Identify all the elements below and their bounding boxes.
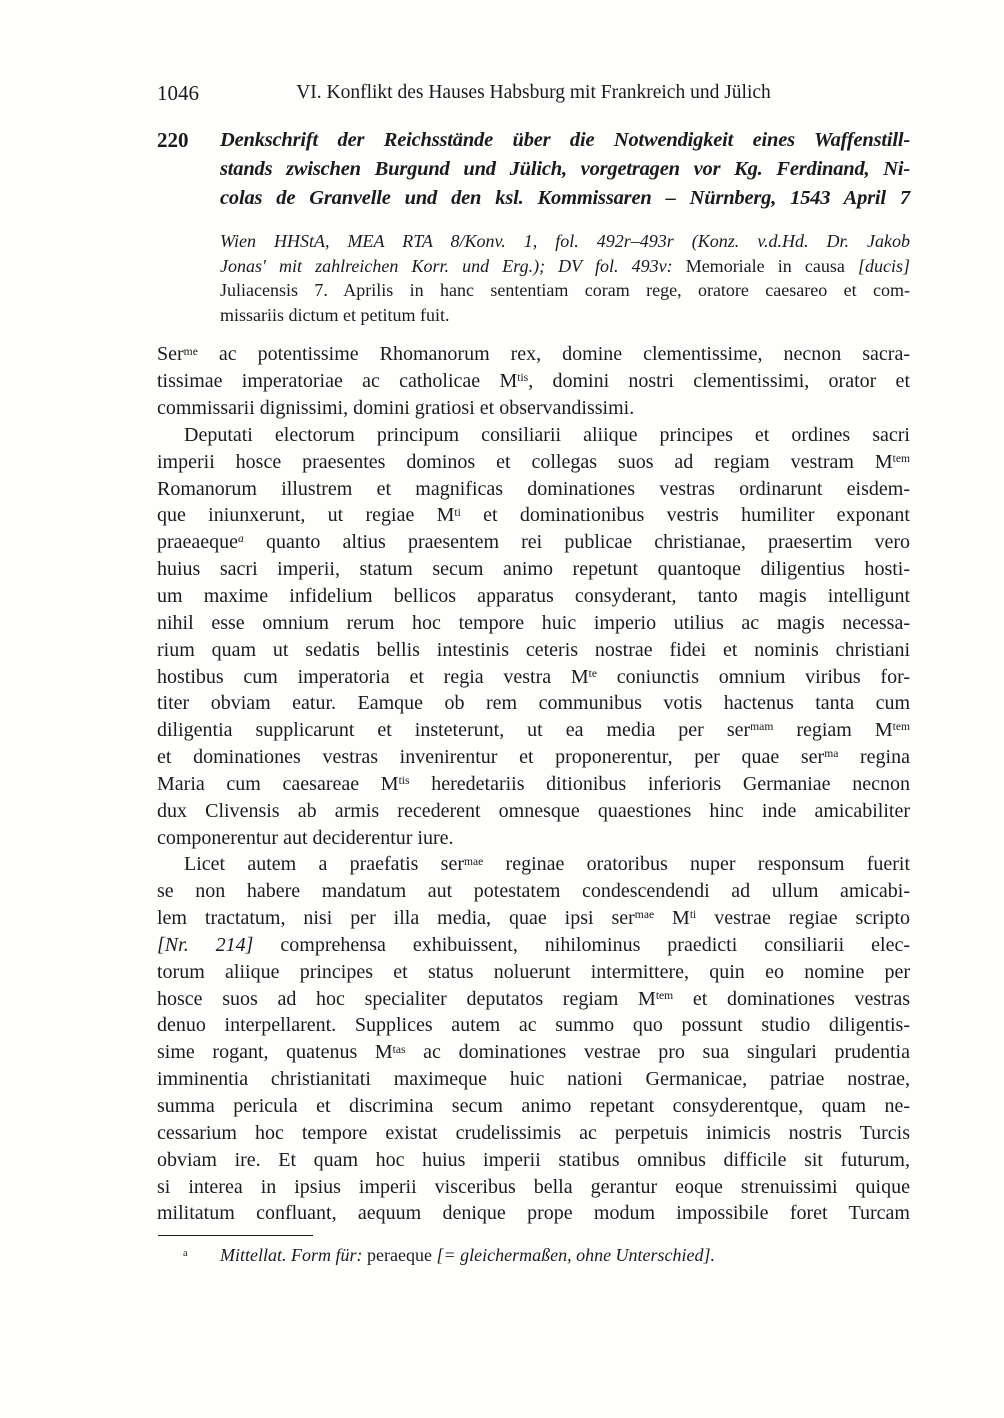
- footnote-marker-letter: a: [183, 1248, 188, 1259]
- text-line: militatum confluant, aequum denique prope modum impossibile foret Turcam: [157, 1202, 910, 1225]
- text-line: se non habere mandatum aut potestatem condescendendi ad ullum amicabi-: [157, 880, 910, 903]
- text-line: imperii hosce praesentes dominos et collegas suos ad regiam vestram $M^{tem}$: [157, 450, 910, 473]
- text-line: rium quam ut sedatis bellis intestinis ceteris nostrae fidei et nominis christiani: [157, 638, 910, 661]
- text-line: Romanorum illustrem et magnificas dominationes vestras ordinarunt eisdem-: [157, 477, 910, 500]
- text-line: huius sacri imperii, statum secum animo repetunt quantoque diligentius hosti-: [157, 558, 910, 581]
- text-line: obviam ire. Et quam hoc huius imperii statibus omnibus difficile sit futurum,: [157, 1148, 910, 1171]
- document-number: 220: [157, 128, 189, 152]
- text-line: et dominationes vestras invenirentur et proponerentur, per quae ser$^{ma}$ regina: [157, 746, 910, 769]
- text-line: que iniunxerunt, ut regiae $M^{ti}$ et dominationibus vestris humiliter exponant: [157, 504, 910, 527]
- footnote-section: [157, 1235, 910, 1267]
- text-line: Juliacensis 7. Aprilis in hanc sententiam coram rege, oratore caesareo et com-: [220, 280, 910, 301]
- text-line: Licet autem a praefatis ser$^{mae}$ reginae oratoribus nuper responsum fuerit: [184, 853, 911, 876]
- text-line: Denkschrift der Reichsstände über die Notwendigkeit eines Waffenstill-: [220, 129, 910, 151]
- text-line: stands zwischen Burgund und Jülich, vorgetragen vor Kg. Ferdinand, Ni-: [220, 158, 910, 180]
- text-line: hosce suos ad hoc specialiter deputatos regiam $M^{tem}$ et dominationes vestras: [157, 987, 910, 1010]
- text-line: titer obviam eatur. Eamque ob rem communibus votis hactenus tanta cum: [157, 692, 910, 715]
- text-line: Wien HHStA, MEA RTA 8/Konv. 1, fol. 492r–493r (Konz. v.d.Hd. Dr. Jakob: [220, 231, 910, 251]
- text-line: componerentur aut deciderentur iure.: [157, 826, 454, 849]
- text-line: [Nr. 214] comprehensa exhibuissent, nihilominus praedicti consiliarii elec-: [157, 933, 910, 956]
- text-line: torum aliique principes et status noluerunt intermittere, quin eo nomine per: [157, 960, 910, 983]
- text-line: tissimae imperatoriae ac catholicae $M^{tis}$, domini nostri clementissimi, orator et: [157, 370, 910, 393]
- text-line: summa pericula et discrimina secum animo repetant consyderentque, quam ne-: [157, 1095, 910, 1117]
- running-header: [157, 80, 910, 106]
- text-line: hostibus cum imperatoria et regia vestra $M^{te}$ coniunctis omnium viribus for-: [157, 665, 911, 688]
- document-title: [220, 126, 910, 213]
- footnote-marker: [157, 1243, 220, 1267]
- text-line: um maxime infidelium bellicos apparatus consyderant, tanto magis intelligunt: [157, 584, 910, 607]
- document-heading: [157, 126, 910, 213]
- body-text: [157, 341, 910, 1227]
- text-line: missariis dictum et petitum fuit.: [220, 304, 450, 325]
- text-line: praeaeque$^a$ quanto altius praesentem rei publicae christianae, praesertim vero: [157, 531, 910, 554]
- text-line: Ser$^{me}$ ac potentissime Rhomanorum rex, domine clementissime, necnon sacra-: [157, 343, 910, 366]
- footnote-separator-rule: [158, 1235, 313, 1236]
- text-line: diligentia supplicarunt et insteterunt, ut ea media per ser$^{mam}$ regiam $M^{tem}$: [157, 719, 911, 742]
- page-number: 1046: [157, 81, 199, 105]
- text-line: Deputati electorum principum consiliarii aliique principes et ordines sacri: [184, 423, 910, 446]
- text-line: imminentia christianitati maximeque huic nationi Germanicae, patriae nostrae,: [157, 1068, 910, 1091]
- source-note: [220, 229, 910, 327]
- text-line: cessarium hoc tempore existat crudelissimis ac perpetuis inimicis nostris Turcis: [157, 1121, 910, 1144]
- text-line: nihil esse omnium rerum hoc tempore huic imperio utilius ac magis necessa-: [157, 611, 910, 634]
- running-head-title: VI. Konflikt des Hauses Habsburg mit Frankreich und Jülich: [296, 82, 771, 103]
- text-line: denuo interpellarent. Supplices autem ac summo quo possunt studio diligentis-: [157, 1014, 910, 1037]
- text-line: dux Clivensis ab armis recederent omnesque quaestiones hinc inde amicabiliter: [157, 799, 910, 822]
- text-line: commissarii dignissimi, domini gratiosi et observandissimi.: [157, 397, 635, 420]
- footnote-text: Mittellat. Form für: peraeque [= gleichermaßen, ohne Unterschied].: [220, 1245, 716, 1266]
- footnote-line: [157, 1243, 910, 1267]
- text-line: colas de Granvelle und den ksl. Kommissaren – Nürnberg, 1543 April 7: [220, 187, 910, 209]
- text-line: Jonas' mit zahlreichen Korr. und Erg.); DV fol. 493v: Memoriale in causa [ducis]: [220, 255, 910, 276]
- text-line: sime rogant, quatenus $M^{tas}$ ac dominationes vestrae pro sua singulari prudentia: [157, 1041, 910, 1064]
- text-line: Maria cum caesareae $M^{tis}$ heredetariis ditionibus inferioris Germaniae necnon: [157, 772, 910, 795]
- text-line: lem tractatum, nisi per illa media, quae ipsi ser$^{mae}$ $M^{ti}$ vestrae regiae scripto: [157, 907, 910, 930]
- text-line: si interea in ipsius imperii visceribus bella gerantur eoque strenuissimi quique: [157, 1175, 910, 1198]
